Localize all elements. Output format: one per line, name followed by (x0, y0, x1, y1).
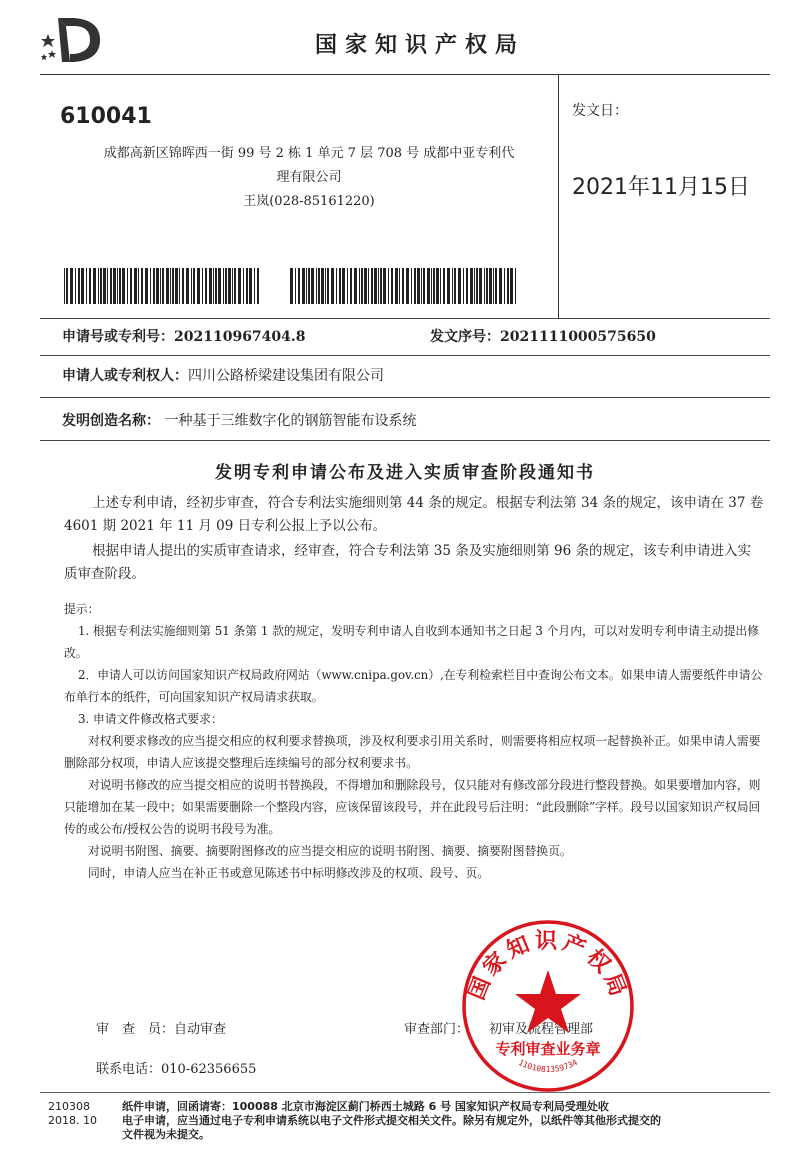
header-divider (40, 74, 770, 75)
tip-3c: 对说明书附图、摘要、摘要附图修改的应当提交相应的说明书附图、摘要、摘要附图替换页。 (88, 844, 572, 858)
svg-text:1101081359734 (517, 1058, 579, 1074)
mailing-address (74, 142, 544, 214)
tips-heading: 提示： (64, 602, 100, 616)
applicant-value: 四川公路桥梁建设集团有限公司 (188, 368, 384, 384)
address-line-2: 理有限公司 (276, 170, 342, 185)
invention-value: 一种基于三维数字化的钢筋智能布设系统 (164, 413, 417, 429)
barcode-left (64, 268, 260, 304)
agency-name: 国家知识产权局 (314, 33, 525, 58)
send-date-value: 2021年11月15日 (572, 175, 750, 200)
notice-paragraph-1: 上述专利申请，经初步审查，符合专利法实施细则第 44 条的规定。根据专利法第 34 条的规定，该申请在 37 卷 4601 期 2021 年 11 月 09 日专利公报上予以公布。 (64, 495, 764, 534)
footer-divider (40, 1092, 770, 1093)
invention-label: 发明创造名称： (62, 413, 160, 429)
footer-line-2: 电子申请，应当通过电子专利申请系统以电子文件形式提交相关文件。除另有规定外，以纸件等其他形式提交的 (122, 1114, 661, 1127)
examiner-field (96, 1018, 226, 1037)
phone-label: 联系电话： (96, 1062, 162, 1077)
tips-section (64, 598, 764, 884)
barcode-right (290, 268, 516, 304)
applicant-field (62, 365, 384, 385)
cnipa-logo (40, 14, 110, 66)
tip-2: 2．申请人可以访问国家知识产权局政府网站（www.cnipa.gov.cn）,在专利检索栏目中查询公布文本。如果申请人需要纸件申请公布单行本的纸件，可向国家知识产权局请求获取。 (64, 668, 763, 704)
footer-line-3: 文件视为未提交。 (122, 1128, 210, 1141)
tip-3a: 对权利要求修改的应当提交相应的权利要求替换项，涉及权利要求引用关系时，则需要将相应权项一起替换补正。如果申请人需要删除部分权项，申请人应该提交整理后连续编号的部分权利要求书。 (64, 734, 761, 770)
serial-field (430, 326, 656, 346)
phone-value: 010-62356655 (161, 1062, 257, 1077)
app-no-field (62, 326, 306, 346)
row-divider (40, 355, 770, 356)
postcode: 610041 (60, 104, 152, 129)
examiner-value: 自动审查 (174, 1022, 227, 1037)
form-version: 2018. 10 (48, 1114, 97, 1127)
notice-paragraph-2: 根据申请人提出的实质审查请求，经审查，符合专利法第 35 条及实施细则第 96 条的规定，该专利申请进入实质审查阶段。 (64, 543, 752, 582)
app-no-value: 202110967404.8 (174, 329, 306, 345)
row-divider (40, 440, 770, 441)
row-divider (40, 397, 770, 398)
vertical-divider (558, 74, 559, 318)
row-divider (40, 318, 770, 319)
serial-value: 2021111000575650 (500, 329, 656, 345)
form-code: 210308 (48, 1100, 90, 1113)
send-date-label: 发文日： (572, 103, 628, 119)
examiner-label: 审 查 员： (96, 1022, 175, 1037)
tip-3b: 对说明书修改的应当提交相应的说明书替换段，不得增加和删除段号，仅只能对有修改部分段进行整段替换。如果要增加内容，则只能增加在某一段中；如果需要删除一个整段内容，应该保留该段号，并在此段号后注明：“此段删除”字样。段号以国家知识产权局回传的或公布/授权公告的说明书段号为准。 (64, 778, 761, 836)
app-no-label: 申请号或专利号： (62, 329, 174, 345)
seal-number: 1101081359734 (517, 1057, 579, 1074)
seal-center-text: 专利审查业务章 (495, 1040, 601, 1058)
seal-star-icon (515, 970, 581, 1033)
address-line-1: 成都高新区锦晖西一街 99 号 2 栋 1 单元 7 层 708 号 成都中亚专利代 (103, 146, 515, 161)
serial-label: 发文序号： (430, 329, 500, 345)
seal-ring-text: 国家知识产权局 (464, 929, 632, 1004)
official-seal (460, 918, 636, 1094)
tip-3d: 同时，申请人应当在补正书或意见陈述书中标明修改涉及的权项、段号、页。 (88, 866, 490, 880)
contact: 王岚(028-85161220) (243, 194, 375, 209)
phone-field (96, 1058, 256, 1077)
applicant-label: 申请人或专利权人： (62, 368, 188, 384)
tip-3: 3. 申请文件修改格式要求： (78, 712, 223, 726)
dept-label: 审查部门： (404, 1022, 470, 1037)
invention-field (62, 410, 416, 430)
tip-1: 1. 根据专利法实施细则第 51 条第 1 款的规定，发明专利申请人自收到本通知书之日起 3 个月内，可以对发明专利申请主动提出修改。 (64, 624, 759, 660)
dept-value: 初审及流程管理部 (489, 1022, 594, 1037)
notice-title: 发明专利申请公布及进入实质审查阶段通知书 (215, 463, 595, 483)
footer-line-1: 纸件申请，回函请寄：100088 北京市海淀区蓟门桥西土城路 6 号 国家知识产权局专利局受理处收 (122, 1100, 609, 1113)
